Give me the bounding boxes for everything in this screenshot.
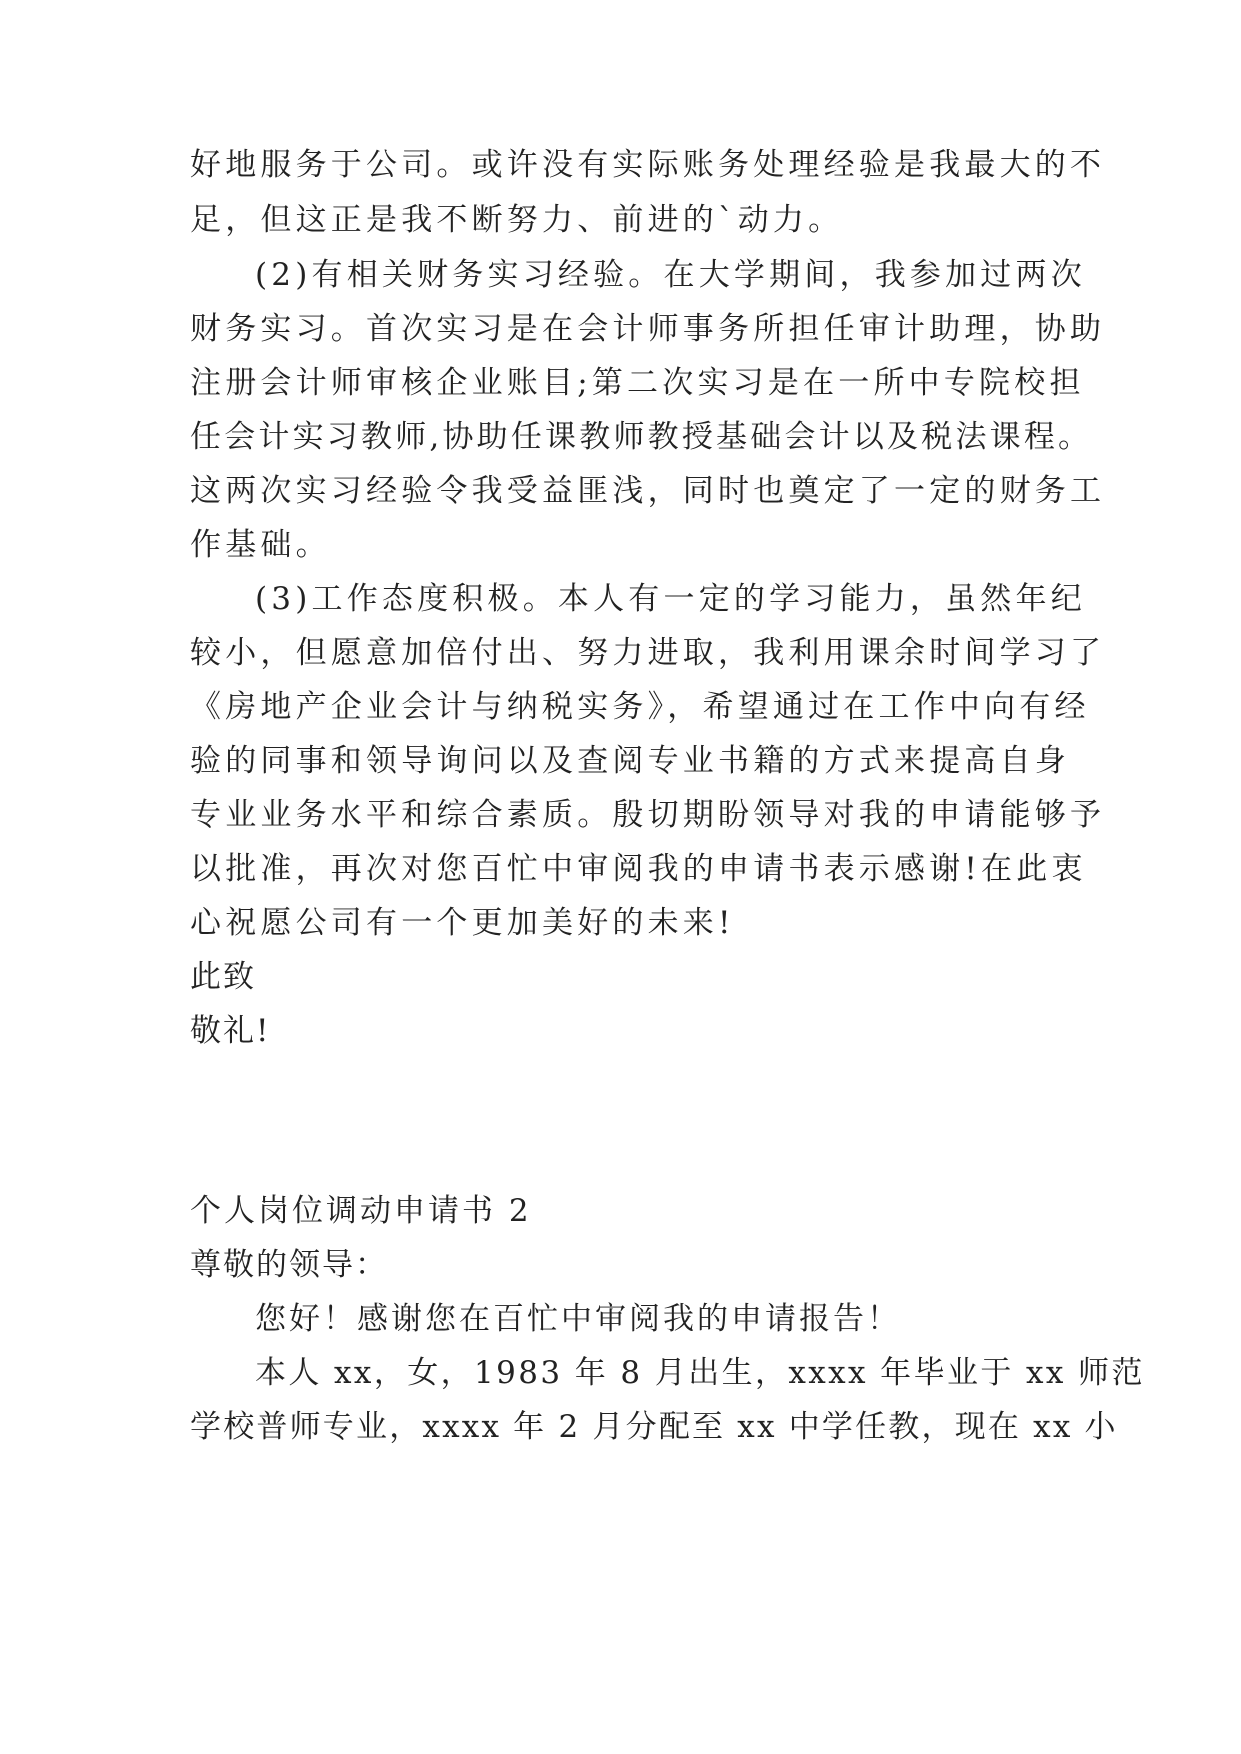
- paragraph-start-line: (2)有相关财务实习经验。在大学期间，我参加过两次: [255, 257, 1086, 293]
- body-text-line: 验的同事和领导询问以及查阅专业书籍的方式来提高自身: [190, 743, 1070, 779]
- body-text-line: 注册会计师审核企业账目;第二次实习是在一所中专院校担: [190, 365, 1085, 401]
- body-text-line: 作基础。: [190, 527, 331, 563]
- body-text-line: 专业业务水平和综合素质。殷切期盼领导对我的申请能够予: [190, 797, 1106, 833]
- body-text-line: 较小，但愿意加倍付出、努力进取，我利用课余时间学习了: [190, 635, 1106, 671]
- closing-line: 敬礼!: [190, 1013, 271, 1049]
- paragraph-start-line: 本人 xx，女，1983 年 8 月出生，xxxx 年毕业于 xx 师范: [255, 1355, 1145, 1391]
- body-text-line: 心祝愿公司有一个更加美好的未来!: [190, 905, 735, 941]
- body-text-line: 好地服务于公司。或许没有实际账务处理经验是我最大的不: [190, 147, 1106, 183]
- body-text-line: 这两次实习经验令我受益匪浅，同时也奠定了一定的财务工: [190, 473, 1106, 509]
- body-text-line: 以批准，再次对您百忙中审阅我的申请书表示感谢!在此衷: [190, 851, 1087, 887]
- body-text-line: 学校普师专业，xxxx 年 2 月分配至 xx 中学任教，现在 xx 小: [190, 1409, 1118, 1445]
- paragraph-start-line: (3)工作态度积极。本人有一定的学习能力，虽然年纪: [255, 581, 1086, 617]
- section-title: 个人岗位调动申请书 2: [190, 1193, 532, 1229]
- body-text-line: 《房地产企业会计与纳税实务》，希望通过在工作中向有经: [190, 689, 1090, 725]
- body-text-line: 财务实习。首次实习是在会计师事务所担任审计助理，协助: [190, 311, 1106, 347]
- body-text-line: 任会计实习教师,协助任课教师教授基础会计以及税法课程。: [190, 419, 1093, 455]
- closing-line: 此致: [190, 959, 256, 995]
- greeting-line: 您好！感谢您在百忙中审阅我的申请报告！: [255, 1301, 901, 1337]
- salutation: 尊敬的领导：: [190, 1247, 388, 1283]
- body-text-line: 足，但这正是我不断努力、前进的`动力。: [190, 202, 844, 238]
